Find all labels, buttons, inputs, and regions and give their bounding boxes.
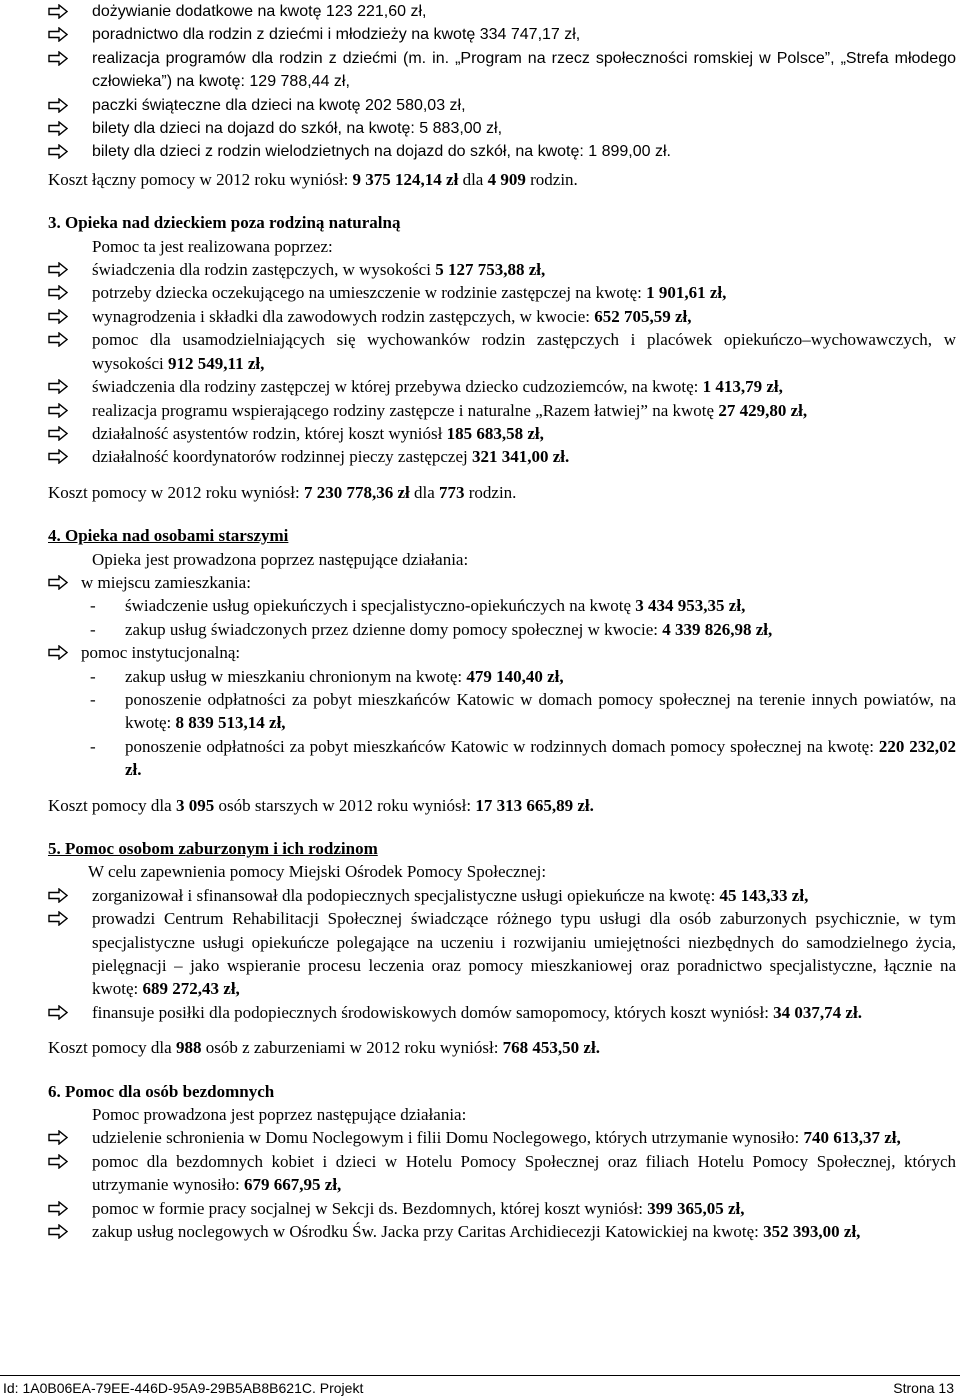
dash-item: - zakup usług w mieszkaniu chronionym na kwotę: 479 140,40 zł,	[90, 666, 564, 686]
arrow-right-icon	[48, 379, 68, 394]
arrow-right-icon	[48, 285, 68, 300]
section4-title: 4. Opieka nad osobami starszymi	[48, 526, 289, 546]
section5-intro: W celu zapewnienia pomocy Miejski Ośrodek Pomocy Społecznej:	[88, 862, 547, 882]
list-item: dożywianie dodatkowe na kwotę 123 221,60 zł,	[0, 0, 960, 23]
arrow-right-icon	[48, 1224, 68, 1239]
section2-list	[0, 0, 960, 191]
arrow-right-icon	[48, 426, 68, 441]
arrow-right-icon	[48, 911, 68, 926]
document-id: Id: 1A0B06EA-79EE-446D-95A9-29B5AB8B621C. Projekt	[3, 1380, 364, 1396]
arrow-right-icon	[48, 121, 68, 136]
arrow-right-icon	[48, 888, 68, 903]
list-item: działalność koordynatorów rodzinnej pieczy zastępczej 321 341,00 zł.	[0, 445, 960, 468]
arrow-right-icon	[48, 262, 68, 277]
section3-intro: Pomoc ta jest realizowana poprzez:	[92, 236, 333, 256]
list-item: działalność asystentów rodzin, której koszt wyniósł 185 683,58 zł,	[0, 422, 960, 445]
list-item: świadczenia dla rodzin zastępczych, w wysokości 5 127 753,88 zł,	[0, 258, 960, 281]
list-item: poradnictwo dla rodzin z dziećmi i młodzieży na kwotę 334 747,17 zł,	[0, 23, 960, 46]
section4-summary: Koszt pomocy dla 3 095 osób starszych w 2012 roku wyniósł: 17 313 665,89 zł.	[48, 795, 594, 815]
list-item: pomoc w formie pracy socjalnej w Sekcji ds. Bezdomnych, której koszt wyniósł: 399 365,05 zł,	[0, 1197, 960, 1220]
section4	[0, 524, 960, 817]
dash-item: - ponoszenie odpłatności za pobyt mieszkańców Katowic w rodzinnych domach pomocy społecznej na kwotę: 220 232,02 zł.	[90, 736, 957, 780]
dash-item: - ponoszenie odpłatności za pobyt mieszkańców Katowic w domach pomocy społecznej na terenie innych powiatów, na kwotę: 8 839 513,14 zł,	[90, 689, 956, 733]
list-item: paczki świąteczne dla dzieci na kwotę 202 580,03 zł,	[0, 94, 960, 117]
list-item: świadczenia dla rodziny zastępczej w której przebywa dziecko cudzoziemców, na kwotę: 1 413,79 zł,	[0, 375, 960, 398]
list-item: bilety dla dzieci z rodzin wielodzietnych na dojazd do szkół, na kwotę: 1 899,00 zł.	[0, 140, 960, 163]
page-footer	[0, 1375, 960, 1396]
section5-summary: Koszt pomocy dla 988 osób z zaburzeniami w 2012 roku wyniósł: 768 453,50 zł.	[48, 1038, 600, 1058]
arrow-right-icon	[48, 1201, 68, 1216]
arrow-right-icon	[48, 144, 68, 159]
section3-title: 3. Opieka nad dzieckiem poza rodziną naturalną	[48, 213, 401, 233]
list-item: udzielenie schronienia w Domu Noclegowym i filii Domu Noclegowego, których utrzymanie wynosiło: 740 613,37 zł,	[0, 1126, 960, 1149]
arrow-right-icon	[48, 449, 68, 464]
arrow-right-icon	[48, 403, 68, 418]
arrow-right-icon	[48, 575, 68, 590]
footer-divider	[0, 1375, 960, 1376]
list-item: wynagrodzenia i składki dla zawodowych rodzin zastępczych, w kwocie: 652 705,59 zł,	[0, 305, 960, 328]
section2-summary: Koszt łączny pomocy w 2012 roku wyniósł: 9 375 124,14 zł dla 4 909 rodzin.	[48, 169, 578, 189]
dash-item: - zakup usług świadczonych przez dzienne domy pomocy społecznej w kwocie: 4 339 826,98 zł,	[90, 619, 773, 639]
list-item: w miejscu zamieszkania:	[0, 571, 960, 594]
arrow-right-icon	[48, 645, 68, 660]
list-item: zakup usług noclegowych w Ośrodku Św. Jacka przy Caritas Archidiecezji Katowickiej na kwotę: 352 393,00 zł,	[0, 1220, 960, 1243]
list-item: pomoc instytucjonalną:	[0, 641, 960, 664]
dash-item: - świadczenie usług opiekuńczych i specjalistyczno-opiekuńczych na kwotę 3 434 953,35 zł,	[90, 596, 746, 616]
section4-intro: Opieka jest prowadzona poprzez następujące działania:	[92, 549, 469, 569]
page-number: Strona 13	[893, 1380, 954, 1396]
arrow-right-icon	[48, 1005, 68, 1020]
section3	[0, 211, 960, 504]
list-item: bilety dla dzieci na dojazd do szkół, na kwotę: 5 883,00 zł,	[0, 117, 960, 140]
list-item: pomoc dla usamodzielniających się wychowanków rodzin zastępczych i placówek opiekuńczo–wychowawczych, w wysokości 912 549,11 zł,	[0, 328, 960, 375]
arrow-right-icon	[48, 27, 68, 42]
list-item: zorganizował i sfinansował dla podopiecznych specjalistyczne usługi opiekuńcze na kwotę: 45 143,33 zł,	[0, 884, 960, 907]
arrow-right-icon	[48, 51, 68, 66]
list-item: pomoc dla bezdomnych kobiet i dzieci w Hotelu Pomocy Społecznej oraz filiach Hotelu Pomocy Społecznej, których utrzymanie wynosiło: 679 667,95 zł,	[0, 1150, 960, 1197]
section6	[0, 1080, 960, 1244]
section6-title: 6. Pomoc dla osób bezdomnych	[48, 1081, 275, 1101]
section3-summary: Koszt pomocy w 2012 roku wyniósł: 7 230 778,36 zł dla 773 rodzin.	[48, 482, 517, 502]
list-item: potrzeby dziecka oczekującego na umieszczenie w rodzinie zastępczej na kwotę: 1 901,61 zł,	[0, 281, 960, 304]
arrow-right-icon	[48, 332, 68, 347]
section6-intro: Pomoc prowadzona jest poprzez następujące działania:	[92, 1105, 467, 1125]
arrow-right-icon	[48, 1154, 68, 1169]
section5-title: 5. Pomoc osobom zaburzonym i ich rodzinom	[48, 839, 378, 858]
list-item: prowadzi Centrum Rehabilitacji Społecznej świadczące różnego typu usługi dla osób zaburzonych psychicznie, w tym specjalistyczne usługi opiekuńcze polegające na uczeniu i rozwijaniu umiejętności niezbędnych do samodzielnego życia, pielęgnacji – jako wspieranie procesu leczenia oraz pomocy mieszkaniowej oraz poradnictwo specjalistyczne, łącznie na kwotę: 689 272,43 zł,	[0, 907, 960, 1001]
arrow-right-icon	[48, 309, 68, 324]
section5	[0, 837, 960, 1060]
list-item: realizacja programów dla rodzin z dziećmi (m. in. „Program na rzecz społeczności romskiej w Polsce”, „Strefa młodego człowieka”) na kwotę: 129 788,44 zł,	[0, 47, 960, 94]
arrow-right-icon	[48, 98, 68, 113]
list-item: finansuje posiłki dla podopiecznych środowiskowych domów samopomocy, których koszt wyniósł: 34 037,74 zł.	[0, 1001, 960, 1024]
arrow-right-icon	[48, 4, 68, 19]
arrow-right-icon	[48, 1130, 68, 1145]
list-item: realizacja programu wspierającego rodziny zastępcze i naturalne „Razem łatwiej” na kwotę 27 429,80 zł,	[0, 399, 960, 422]
